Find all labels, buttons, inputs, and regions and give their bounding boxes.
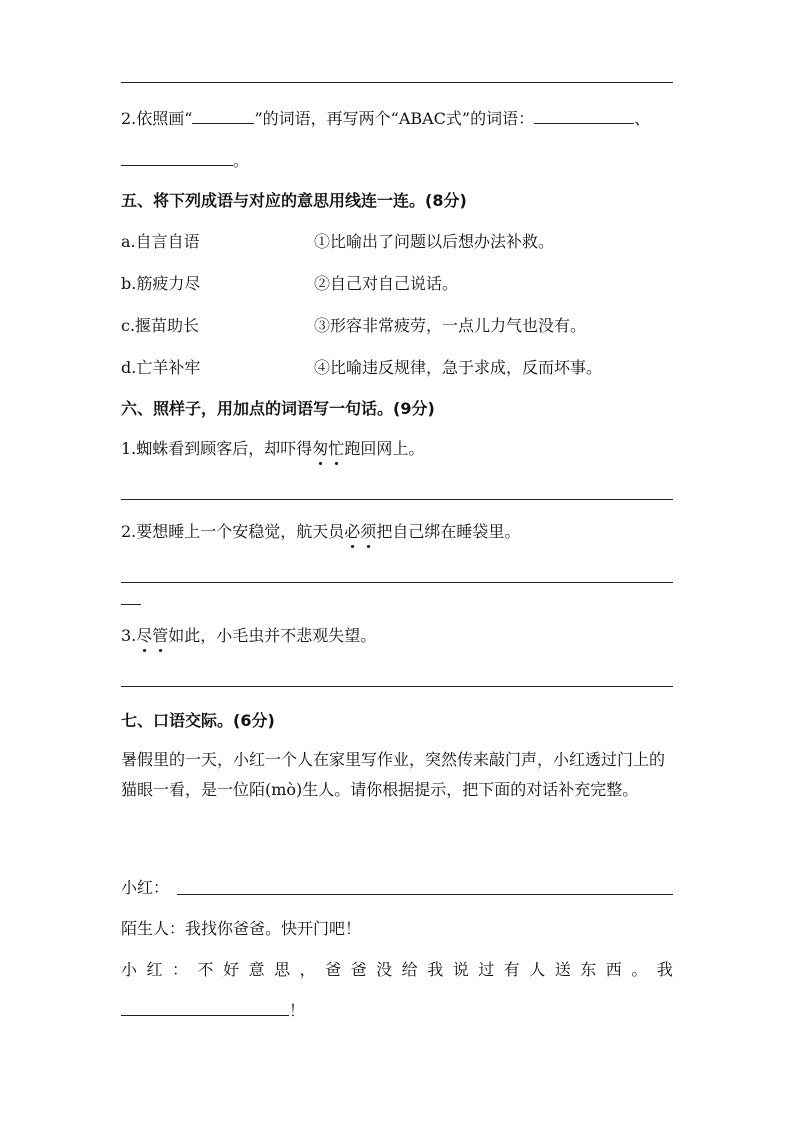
dialogue-3-char: 东 xyxy=(580,960,597,979)
answer-line-3[interactable] xyxy=(121,686,673,687)
dialogue-3-char: 好 xyxy=(223,960,240,979)
q4-2-mid: ”的词语，再写两个“ABAC式”的词语： xyxy=(254,109,535,128)
dialogue-3-char: ， xyxy=(299,960,316,979)
section-6-title: 六、照样子，用加点的词语写一句话。(9分) xyxy=(121,399,435,418)
dialogue-1-label: 小红： xyxy=(121,878,170,897)
sentence-1-pre: 1.蜘蛛看到顾客后，却吓得 xyxy=(121,439,313,458)
dialogue-3-char: 说 xyxy=(452,960,469,979)
meaning-1[interactable]: ①比喻出了问题以后想办法补救。 xyxy=(314,232,555,251)
dotted-char: 管 xyxy=(152,626,169,645)
dialogue-3-char: 过 xyxy=(478,960,495,979)
q4-2-end: 。 xyxy=(233,151,250,170)
sentence-2 xyxy=(121,521,520,543)
sentence-2-pre: 2.要想睡上一个安稳觉，航天员 xyxy=(121,522,345,541)
dialogue-3-char: 爸 xyxy=(325,960,342,979)
dialogue-3-char: 给 xyxy=(401,960,418,979)
dialogue-3-char: 有 xyxy=(503,960,520,979)
dialogue-4-end: ！ xyxy=(289,1001,306,1020)
section-7-title: 七、口语交际。(6分) xyxy=(121,711,275,730)
q4-2-line xyxy=(121,108,650,130)
answer-line-1[interactable] xyxy=(121,499,673,500)
dialogue-3-char: 爸 xyxy=(350,960,367,979)
dialogue-4-answer-blank[interactable] xyxy=(121,1001,289,1016)
q4-2-answer-blank-2[interactable] xyxy=(121,151,233,166)
sentence-3 xyxy=(121,625,376,647)
idiom-a[interactable]: a.自言自语 xyxy=(121,232,200,251)
idiom-d[interactable]: d.亡羊补牢 xyxy=(121,358,201,377)
sentence-3-post: 如此，小毛虫并不悲观失望。 xyxy=(168,626,377,645)
dialogue-1 xyxy=(121,877,169,899)
dialogue-2: 陌生人：我找你爸爸。快开门吧！ xyxy=(121,919,362,938)
q4-2-sample-blank xyxy=(192,109,254,124)
dialogue-3-char: 我 xyxy=(656,960,673,979)
match-row-b[interactable] xyxy=(121,273,458,295)
match-row-a[interactable] xyxy=(121,231,554,253)
sentence-2-post: 把自己绑在睡袋里。 xyxy=(376,522,521,541)
q4-2-line-2 xyxy=(121,150,249,172)
idiom-c[interactable]: c.揠苗助长 xyxy=(121,316,200,335)
q4-2-prefix: 2.依照画“ xyxy=(121,109,193,128)
match-row-c[interactable] xyxy=(121,315,586,337)
dotted-char: 匆 xyxy=(312,439,329,458)
answer-line-2[interactable] xyxy=(121,582,673,583)
section-7-paragraph: 暑假里的一天，小红一个人在家里写作业，突然传来敲门声，小红透过门上的猫眼一看，是一位陌(mò)生人。请你根据提示，把下面的对话补充完整。 xyxy=(121,750,666,799)
idiom-b[interactable]: b.筋疲力尽 xyxy=(121,274,201,293)
dialogue-3-char: ： xyxy=(172,960,189,979)
dialogue-3-char: 送 xyxy=(554,960,571,979)
sentence-1-post: 跑回网上。 xyxy=(344,439,425,458)
dialogue-3-char: 小 xyxy=(121,960,138,979)
dialogue-3-char: 我 xyxy=(427,960,444,979)
dialogue-1-answer-line[interactable] xyxy=(177,894,673,895)
dotted-char: 忙 xyxy=(328,439,345,458)
q4-2-sep: 、 xyxy=(634,109,651,128)
short-stroke xyxy=(121,604,141,605)
dialogue-3-char: 西 xyxy=(605,960,622,979)
match-row-d[interactable] xyxy=(121,357,602,379)
dialogue-3-char: 不 xyxy=(197,960,214,979)
section-5-title: 五、将下列成语与对应的意思用线连一连。(8分) xyxy=(121,191,467,210)
dialogue-3-char: 思 xyxy=(274,960,291,979)
meaning-2[interactable]: ②自己对自己说话。 xyxy=(314,274,459,293)
dialogue-4 xyxy=(121,1000,305,1022)
dialogue-3-char: 。 xyxy=(631,960,648,979)
dotted-char: 必 xyxy=(344,522,361,541)
q4-2-answer-blank-1[interactable] xyxy=(534,109,634,124)
dialogue-3 xyxy=(121,959,673,981)
sentence-3-pre: 3. xyxy=(121,626,137,645)
dotted-char: 尽 xyxy=(136,626,153,645)
dialogue-3-char: 人 xyxy=(529,960,546,979)
dotted-char: 须 xyxy=(360,522,377,541)
dialogue-3-char: 红 xyxy=(146,960,163,979)
sentence-1 xyxy=(121,438,424,460)
meaning-4[interactable]: ④比喻违反规律，急于求成，反而坏事。 xyxy=(314,358,603,377)
dialogue-3-char: 意 xyxy=(248,960,265,979)
meaning-3[interactable]: ③形容非常疲劳，一点儿力气也没有。 xyxy=(314,316,587,335)
answer-line-top[interactable] xyxy=(121,82,673,83)
dialogue-3-char: 没 xyxy=(376,960,393,979)
